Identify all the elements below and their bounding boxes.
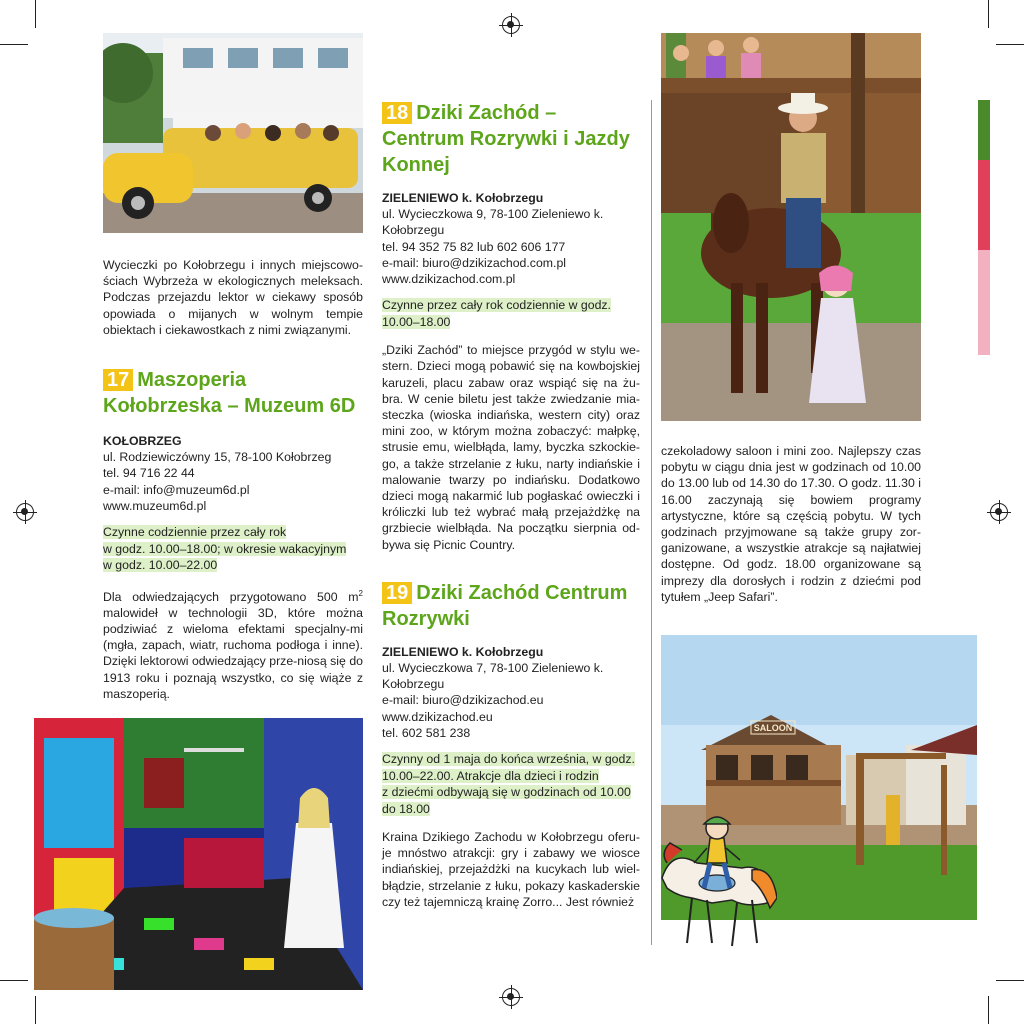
crop-mark [35, 996, 36, 1024]
crop-mark [0, 980, 28, 981]
hours-line: w godz. 10.00–22.00 [103, 558, 218, 573]
registration-mark-icon [502, 16, 520, 34]
section-17-heading [103, 367, 363, 419]
section-number-badge: 17 [103, 369, 133, 391]
electric-car-photo [103, 33, 363, 233]
phone: tel. 94 352 75 82 lub 602 606 177 [382, 239, 566, 254]
email-link[interactable]: e-mail: biuro@dzikizachod.eu [382, 693, 544, 708]
place-name: ZIELENIEWO k. Kołobrzegu [382, 191, 544, 205]
cowboy-pony-drawing [652, 808, 777, 953]
registration-mark-icon [16, 503, 34, 521]
hours-line: Czynne codziennie przez cały rok [103, 525, 287, 540]
opening-hours [382, 297, 640, 330]
registration-mark-icon [502, 988, 520, 1006]
hours-line: z dziećmi odbywają się w godzinach od 10.00 [382, 785, 631, 800]
section-number-badge: 19 [382, 582, 412, 604]
phone: tel. 94 716 22 44 [103, 466, 195, 481]
website-link[interactable]: www.dzikizachod.com.pl [382, 272, 516, 287]
email-link[interactable]: e-mail: info@muzeum6d.pl [103, 482, 250, 497]
cowboy-horse-photo [661, 33, 921, 421]
adjacent-page-photo-edge [978, 100, 990, 355]
hours-line: Czynny od 1 maja do końca września, w godz. [382, 752, 635, 767]
hours-line: do 18.00 [382, 801, 430, 816]
hours-line: 10.00–22.00. Atrakcje dla dzieci i rodzin [382, 768, 599, 783]
crop-mark [996, 44, 1024, 45]
crop-mark [988, 0, 989, 28]
phone: tel. 602 581 238 [382, 725, 471, 740]
address: ul. Rodziewiczówny 15, 78-100 Kołobrzeg [103, 450, 332, 465]
website-link[interactable]: www.muzeum6d.pl [103, 498, 207, 513]
section-18-description: „Dziki Zachód” to miejsce przygód w stylu we-stern. Dzieci mogą pobawić się na kowbojskiej karuzeli, placu zabaw oraz wspiąć się na żu-bra. W cenie biletu jest także zwiedzanie mia-steczka (wioska indiańska, western city) oraz mini zoo, w którym można zobaczyć: małpkę, strusie emu, wielbłąda, lamy, byczka szkockie-go, a także strzelanie z łuku, narty indiańskie i malowanie twarzy po indiańsku. Dodatkowo dzieci mogą nakarmić lub pogłaskać owieczki i króliczki lub też wybrać małą przejażdżkę na grzbiecie wielbłąda. Na początku sierpnia od-bywa się Picnic Country. [382, 343, 640, 552]
section-19-heading [382, 580, 640, 632]
address: ul. Wycieczkowa 9, 78-100 Zieleniewo k. Kołobrzegu [382, 207, 604, 238]
crop-mark [35, 0, 36, 28]
opening-hours [382, 751, 640, 817]
section-title: Maszoperia Kołobrzeska – Muzeum 6D [103, 369, 356, 418]
intro-paragraph: Wycieczki po Kołobrzegu i innych miejscowo-ściach Wybrzeża w ekologicznych meleksach. Podczas przejazdu lektor w ciekawy sposób opowiada o mijanych w wolnym tempie obiektach i ciekawostkach z nimi związanymi. [103, 258, 363, 337]
crop-mark [0, 44, 28, 45]
registration-mark-icon [990, 503, 1008, 521]
place-name: ZIELENIEWO k. Kołobrzegu [382, 644, 544, 659]
website-link[interactable]: www.dzikizachod.eu [382, 709, 493, 724]
section-number-badge: 18 [382, 102, 412, 124]
section-title: Dziki Zachód Centrum Rozrywki [382, 581, 628, 630]
section-title: Dziki Zachód – Centrum Rozrywki i Jazdy Konnej [382, 102, 630, 176]
place-name: KOŁOBRZEG [103, 434, 182, 449]
crop-mark [988, 996, 989, 1024]
left-column [103, 257, 363, 702]
crop-mark [996, 980, 1024, 981]
email-link[interactable]: e-mail: biuro@dzikizachod.com.pl [382, 255, 567, 270]
middle-column [382, 100, 640, 910]
saloon-sign: SALOON [753, 723, 793, 733]
section-17-description [103, 586, 363, 703]
hours-line: 10.00–18.00 [382, 314, 451, 329]
section-18-heading [382, 100, 640, 178]
continuation-paragraph: czekoladowy saloon i mini zoo. Najlepszy czas pobytu w ciągu dnia jest w godzinach od 10.00 do 13.00 lub od 14.30 do 17.30. O godz. 11.30 i 16.00 zaczynają się bowiem programy artystyczne, które są częścią pobytu. W tych godzinach przyjmowane są także grupy zor-ganizowane, a wszystkie atrakcje są najłatwiej dostępne. Od godz. 18.00 organizowane są imprezy dla dorosłych i rodzin z dziećmi pod tytułem „Jeep Safari”. [661, 444, 921, 604]
address: ul. Wycieczkowa 7, 78-100 Zieleniewo k. Kołobrzegu [382, 661, 604, 692]
opening-hours [103, 524, 363, 574]
description-text: Dla odwiedzających przygotowano 500 m [103, 589, 359, 604]
superscript: 2 [358, 588, 363, 598]
right-column [661, 443, 921, 605]
description-text: malowideł w technologii 3D, które można podziwiać z wieloma efektami specjalny-mi (mgła, zapach, wiatr, ruchoma podłoga i inne). Dzięki lektorowi odwiedzający prze-niosą się do 1913 roku i poznają wszystko, co się wiąże z maszoperią. [103, 605, 363, 701]
museum-3d-photo [34, 718, 363, 990]
hours-line: w godz. 10.00–18.00; w okresie wakacyjnym [103, 541, 347, 556]
hours-line: Czynne przez cały rok codziennie w godz. [382, 298, 611, 313]
section-19-description: Kraina Dzikiego Zachodu w Kołobrzegu oferu-je mnóstwo atrakcji: gry i zabawy we wiosce indiańskiej, przejażdżki na kucykach lub wiel-błądzie, strzelanie z łuku, pokazy kaskaderskie czy też tajemniczą krainę Zorro... Jest również [382, 830, 640, 909]
